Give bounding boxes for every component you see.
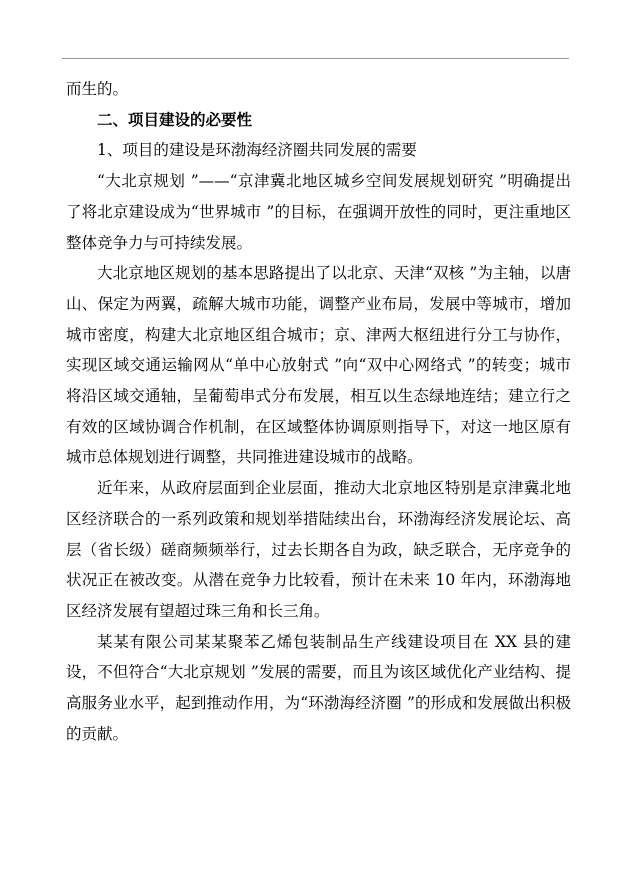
paragraph-planning-approach: 大北京地区规划的基本思路提出了以北京、天津“双核 ”为主轴，以唐山、保定为两翼，疏解大城市功能，调整产业布局，发展中等城市，增加城市密度，构建大北京地区组合城市；京、津两大枢纽进行分工与协作，实现区域交通运输网从“单中心放射式 ”向“双中心网络式 ”的转变；城市将沿区域交通轴，呈葡萄串式分布发展，相互以生态绿地连结；建立行之有效的区域协调合作机制，在区域整体协调原则指导下，对这一地区原有城市总体规划进行调整，共同推进建设城市的战略。 [66, 264, 571, 467]
continuation-text: 而生的。 [66, 80, 129, 98]
paragraph-project-significance: 某某有限公司某某聚苯乙烯包装制品生产线建设项目在 XX 县的建设，不但符合“大北京规划 ”发展的需要，而且为该区域优化产业结构、提高服务业水平，起到推动作用，为“环渤海经济圈 ”的形成和发展做出积极的贡献。 [66, 632, 571, 743]
section-heading: 二、项目建设的必要性 [97, 109, 253, 129]
header-rule [62, 58, 569, 59]
document-body [66, 74, 571, 749]
subsection-heading: 1、项目的建设是环渤海经济圈共同发展的需要 [97, 141, 417, 160]
paragraph-great-beijing-plan: “大北京规划 ”——“京津冀北地区城乡空间发展规划研究 ”明确提出了将北京建设成为“世界城市 ”的目标，在强调开放性的同时，更注重地区整体竞争力与可持续发展。 [66, 172, 571, 252]
paragraph-regional-cooperation: 近年来，从政府层面到企业层面，推动大北京地区特别是京津冀北地区经济联合的一系列政策和规划举措陆续出台，环渤海经济发展论坛、高层（省长级）磋商频频举行，过去长期各自为政，缺乏联合，无序竞争的状况正在被改变。从潜在竞争力比较看，预计在未来 10 年内，环渤海地区经济发展有望超过珠三角和长三角。 [66, 479, 571, 620]
